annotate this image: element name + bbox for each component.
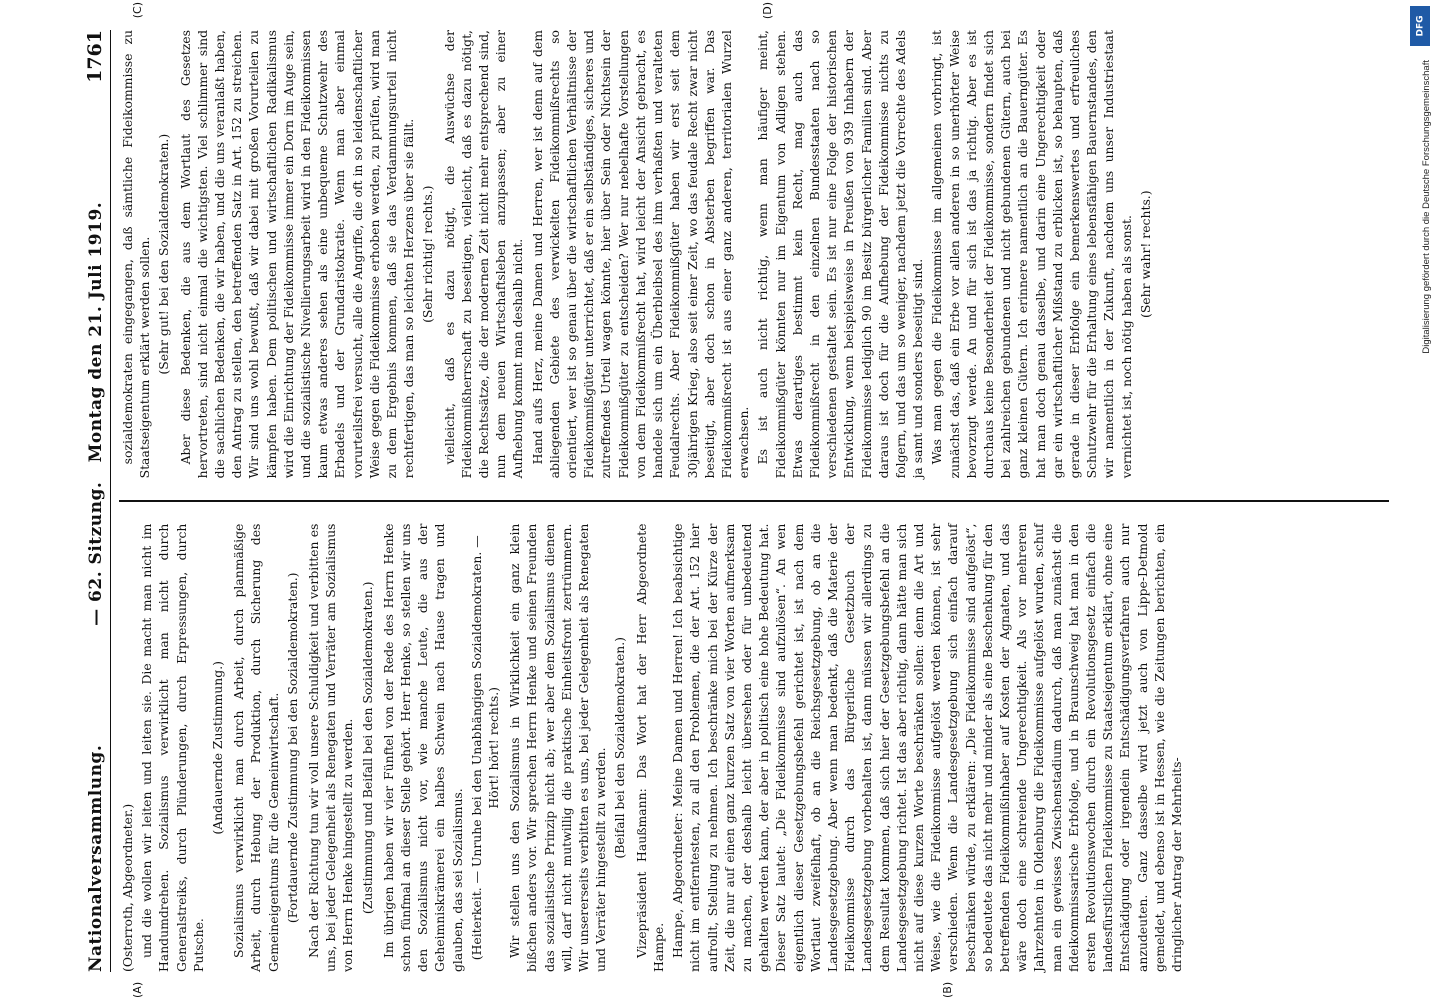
paragraph: Hand aufs Herz, meine Damen und Herren, wer ist denn auf dem abliegenden Gebiete des verwickelten Fideikommißrechts so orientiert, wer ist so genau über die wirtschaftlichen Verhältnisse der Fideikommißgüter unterrichtet, daß er ein selbständiges, sicheres und zutreffendes Urteil wagen könnte, hier über Sein oder Nichtsein der Fideikommißgüter zu entscheiden? Wer nur nebelhafte Vorstellungen von dem Fideikommißrecht hat, wird leicht der Ansicht gebracht, es handele sich um ein Überbleibsel des ihm verhaßten und veralteten Feudalrechts. Aber Fideikommißgüter haben wir erst seit dem 30jährigen Krieg, also seit einer Zeit, wo das feudale Recht zwar nicht beseitigt, aber doch schon in Absterben begriffen war. Das Fideikommißrecht ist aus einer ganz anderen, territorialen Wurzel erwachsen. bbox=[529, 30, 752, 479]
paragraph: (Sehr richtig! rechts.) bbox=[420, 185, 436, 323]
margin-marker-c: (C) bbox=[131, 2, 144, 19]
paragraph: Was man gegen die Fideikommisse im allgemeinen vorbringt, ist zunächst das, daß ein Erbe vor allen anderen in so unerhörter Weise bevorzugt werde. An und für sich ist das ja richtig. Aber es ist durchaus keine Besonderheit der Fideikommisse, sondern findet sich bei zahlreichen gebundenen und nicht gebundenen Gütern, auch bei ganz kleinen Gütern. Ich erinnere namentlich an die Bauerngüter. Es hat man doch genau dasselbe, und darin eine Ungerechtigkeit oder gar ein wirtschaftlicher Mißstand zu erblicken ist, so behaupten, daß gerade in dieser Erbfolge ein bemerkenswertes und erfreuliches Schutzwehr für die Erhaltung eines lebensfähigen Bauernstandes, den wir namentlich in der Zukunft, nachdem uns unser Industriestaat vernichtet ist, noch nötig haben als sonst. bbox=[929, 30, 1134, 479]
paragraph: (Sehr gut! bei den Sozialdemokraten.) bbox=[156, 133, 172, 375]
speaker-line: (Osterroth, Abgeordneter.) bbox=[120, 803, 135, 972]
margin-marker-a: (A) bbox=[131, 981, 144, 998]
header-session bbox=[86, 202, 106, 626]
paragraph: (Zustimmung und Beifall bei den Sozialdemokraten.) bbox=[359, 581, 375, 915]
paragraph: (Sehr wahr! rechts.) bbox=[1137, 190, 1153, 319]
right-column bbox=[119, 2, 1389, 479]
column-divider bbox=[119, 500, 1389, 501]
paragraph: vielleicht, daß es dazu nötigt, die Auswüchse der Fideikommißherrschaft zu beseitigen, vielleicht, daß es dazu nötigt, die Rechtssätze, die der modernen Zeit nicht mehr entsprechend sind, nun dem neuen Wirtschaftsleben anzupassen; aber zu einer Aufhebung kommt man deshalb nicht. bbox=[441, 30, 526, 479]
paragraph: Sozialismus verwirklicht man durch Arbeit, durch planmäßige Arbeit, durch Hebung der Produktion, durch Sicherung des Gemeineigentums für die Gemeinwirtschaft. bbox=[231, 523, 281, 972]
dfg-logo bbox=[1410, 6, 1430, 46]
paragraph: sozialdemokraten eingegangen, daß sämtliche Fideikommisse zu Staatseigentum erklärt werden sollen. bbox=[120, 30, 153, 479]
left-column bbox=[119, 523, 1389, 998]
paragraph: (Heiterkeit. — Unruhe bei den Unabhängigen Sozialdemokraten. — Hört! hört! rechts.) bbox=[468, 535, 502, 961]
session-label: — 62. Sitzung. bbox=[86, 481, 106, 626]
paragraph: (Fortdauernde Zustimmung bei den Sozialdemokraten.) bbox=[284, 572, 300, 924]
header-title: Nationalversammlung. bbox=[86, 744, 106, 972]
paragraph: Hampe, Abgeordneter: Meine Damen und Herren! Ich beabsichtige nicht im entferntesten, zu all den Problemen, die der Art. 152 hier aufrollt, Stellung zu nehmen. Ich beschränke mich bei der Kürze der Zeit, die nur auf einen ganz kurzen Satz von vier Worten aufmerksam zu machen, der deshalb leicht übersehen oder für unbedeutend gehalten werden kann, der aber in politisch eine hohe Bedeutung hat. Dieser Satz lautet: „Die Fideikommisse sind aufzulösen“. An wen eigentlich dieser Gesetzgebungsbefehl gerichtet ist, ist nach dem Wortlaut zweifelhaft, ob an die Reichsgesetzgebung, ob an die Landesgesetzgebung. Aber wenn man bedenkt, daß die Materie der Fideikommisse durch das Bürgerliche Gesetzbuch der Landesgesetzgebung vorbehalten ist, dann müssen wir allerdings zu dem Resultat kommen, daß sich hier der Gesetzgebungsbefehl an die Landesgesetzgebung richtet. Ist das aber richtig, dann hätte man sich nicht auf diese kurzen Worte beschränken sollen: denn die Art und Weise, wie die Fideikommisse aufgelöst werden können, ist sehr verschieden. Wenn die Landesgesetzgebung sich einfach darauf beschränken würde, zu erklären: „Die Fideikommisse sind aufgelöst“, so bedeutete das nicht mehr und minder als eine Beschenkung für den betreffenden Fideikommißinhaber auf Kosten der Agnaten, und das wäre doch eine schreiende Ungerechtigkeit. Als vor mehreren Jahrzehnten in Oldenburg die Fideikommisse aufgelöst wurden, schuf man ein gewisses Zwischenstadium dadurch, daß man zunächst die fideikommissarische Erbfolge, und in Braunschweig hat man in den ersten Revolutionswochen durch ein Revolutionsgesetz einfach die landesfürstlichen Fideikommisse zu Staatseigentum erklärt, ohne eine Entschädigung oder irgendein Entschädigungsverfahren auch nur anzudeuten. Ganz dasselbe wird jetzt auch von Lippe-Detmold gemeldet, und ebenso ist in Hessen, wie die Zeitungen berichten, ein dringlicher Antrag der Mehrheits- bbox=[670, 523, 1184, 972]
paragraph: Es ist auch nicht richtig, wenn man häufiger meint, Fideikommißgüter könnten nur im Eigentum von Adligen stehen. Etwas derartiges bestimmt kein Recht, mag auch das Fideikommißrecht in den einzelnen Bundesstaaten nach so verschiedenen gestaltet sein. Es ist nur eine Folge der historischen Entwicklung, wenn beispielsweise in Preußen von 939 Inhabern der Fideikommisse lediglich 90 im Besitz bürgerlicher Familien sind. Aber daraus ist doch für die Aufhebung der Fideikommisse nichts zu folgern, und das um so weniger, nachdem jetzt die Vorrechte des Adels ja samt und sonders beseitigt sind. bbox=[755, 30, 926, 479]
page-number: 1761 bbox=[84, 30, 106, 83]
text-columns bbox=[119, 2, 1389, 998]
newspaper-page bbox=[70, 0, 1415, 1000]
paragraph: Im übrigen haben wir vier Fünftel von der Rede des Herrn Henke schon fünfmal an dieser Stelle gehört. Herr Henke, so stellen wir uns den Sozialismus nicht vor, wie manche Leute, die aus der Geheimniskrämerei ein halbes Schwein nach Hause tragen und glauben, das sei Sozialismus. bbox=[380, 523, 465, 972]
paragraph: Vizepräsident Haußmann: Das Wort hat der Herr Abgeordnete Hampe. bbox=[633, 523, 666, 972]
margin-marker-b: (B) bbox=[941, 981, 954, 998]
page-header bbox=[84, 30, 111, 972]
dfg-sidebar bbox=[1406, 0, 1434, 1000]
paragraph: Wir stellen uns den Sozialismus in Wirklichkeit ein ganz klein bißchen anders vor. Wir sprechen Herrn Henke und seinen Freunden das sozialistische Prinzip nicht ab; wer aber dem Sozialismus dienen will, darf nicht mutwillig die praktische Einheitsfront zertrümmern. Wir unsererseits verbitten es uns, bei jeder Gelegenheit als Renegaten und Verräter hingestellt zu werden. bbox=[507, 523, 609, 972]
paragraph: Aber diese Bedenken, die aus dem Wortlaut des Gesetzes hervortreten, sind nicht einmal die wichtigsten. Viel schlimmer sind die sachlichen Bedenken, die wir haben, und die uns veranlaßt haben, den Antrag zu stellen, den betreffenden Satz in Art. 152 zu streichen. Wir sind uns wohl bewußt, daß wir dabei mit großen Vorurteilen zu kämpfen haben. Dem politischen und wirtschaftlichen Radikalismus wird die Einrichtung der Fideikommisse immer ein Dorn im Auge sein, und die sozialistische Nivellierungsarbeit wird in den Fideikommissen kaum etwas anderes sehen als eine unbequeme Schutzwehr des Erbadels und der Grundaristokratie. Wenn man aber einmal vorurteilsfrei versucht, alle die Angriffe, die oft in so leidenschaftlicher Weise gegen die Fideikommisse erhoben werden, zu prüfen, wird man zu dem Ergebnis kommen, daß sie das Verdammungsurteil nicht rechtfertigen, das man so leichten Herzens über sie fällt. bbox=[177, 30, 417, 479]
dfg-logo-text: DFG bbox=[1415, 15, 1426, 37]
paragraph: (Andauernde Zustimmung.) bbox=[210, 661, 226, 835]
paragraph: Nach der Richtung tun wir voll unsere Schuldigkeit und verbitten es uns, bei jeder Gelegenheit als Renegaten und Verräter am Sozialismus von Herrn Henke hingestellt zu werden. bbox=[306, 523, 356, 972]
paragraph: und die wollen wir leiten und leiten sie. Die macht man nicht im Handumdrehen. Sozialismus verwirklicht man nicht durch Generalstreiks, durch Plünderungen, durch Erpressungen, durch Putsche. bbox=[139, 523, 206, 972]
date-label: Montag den 21. Juli 1919. bbox=[86, 201, 106, 463]
dfg-credit-text: Digitalisierung gefördert durch die Deutsche Forschungsgemeinschaft bbox=[1421, 60, 1432, 354]
margin-marker-d: (D) bbox=[761, 2, 774, 20]
paragraph: (Beifall bei den Sozialdemokraten.) bbox=[612, 637, 628, 859]
